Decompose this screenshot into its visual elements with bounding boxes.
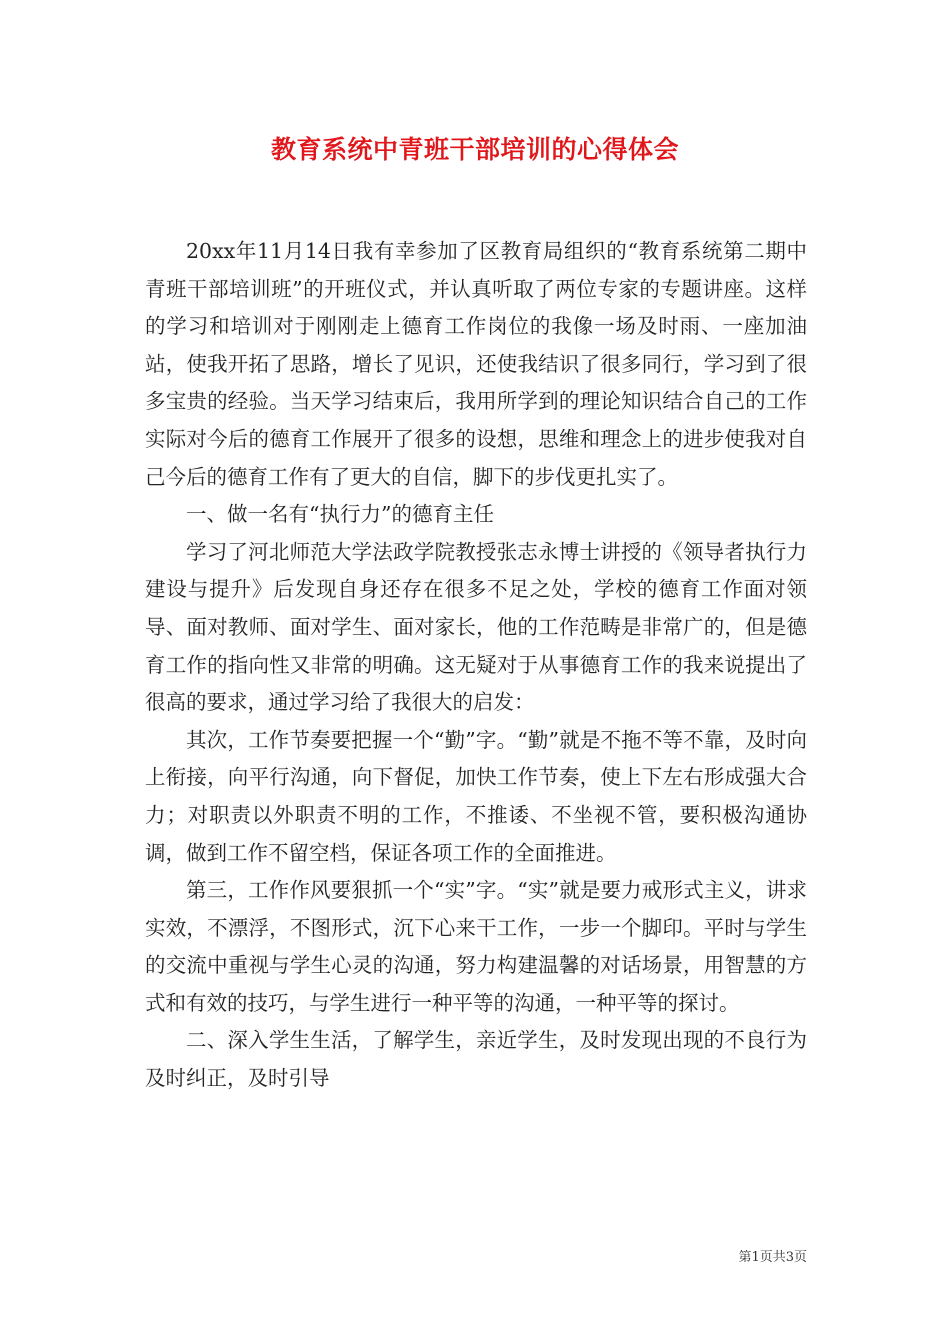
paragraph-intro: 20xx年11月14日我有幸参加了区教育局组织的“教育系统第二期中青班干部培训班”的开班仪式，并认真听取了两位专家的专题讲座。这样的学习和培训对于刚刚走上德育工作岗位的我像一场及时雨、一座加油站，使我开拓了思路，增长了见识，还使我结识了很多同行，学习到了很多宝贵的经验。当天学习结束后，我用所学到的理论知识结合自己的工作实际对今后的德育工作展开了很多的设想，思维和理念上的进步使我对自己今后的德育工作有了更大的自信，脚下的步伐更扎实了。 (145, 239, 807, 489)
section-heading-1: 一、做一名有“执行力”的德育主任 (186, 502, 494, 527)
paragraph-diligence: 其次，工作节奏要把握一个“勤”字。“勤”就是不拖不等不靠，及时向上衔接，向平行沟通，向下督促，加快工作节奏，使上下左右形成强大合力；对职责以外职责不明的工作，不推诿、不坐视不管，要积极沟通协调，做到工作不留空档，保证各项工作的全面推进。 (145, 727, 807, 865)
page-number: 第1页共3页 (738, 1250, 807, 1265)
paragraph-practical: 第三，工作作风要狠抓一个“实”字。“实”就是要力戒形式主义，讲求实效，不漂浮，不图形式，沉下心来干工作，一步一个脚印。平时与学生的交流中重视与学生心灵的沟通，努力构建温馨的对话场景，用智慧的方式和有效的技巧，与学生进行一种平等的沟通，一种平等的探讨。 (145, 878, 807, 1015)
section-heading-2: 二、深入学生生活，了解学生，亲近学生，及时发现出现的不良行为及时纠正，及时引导 (145, 1028, 807, 1091)
document-title: 教育系统中青班干部培训的心得体会 (270, 135, 679, 164)
document-body (145, 233, 807, 1098)
paragraph-execution: 学习了河北师范大学法政学院教授张志永博士讲授的《领导者执行力建设与提升》后发现自身还存在很多不足之处，学校的德育工作面对领导、面对教师、面对学生、面对家长，他的工作范畴是非常广的，但是德育工作的指向性又非常的明确。这无疑对于从事德育工作的我来说提出了很高的要求，通过学习给了我很大的启发： (145, 539, 807, 715)
